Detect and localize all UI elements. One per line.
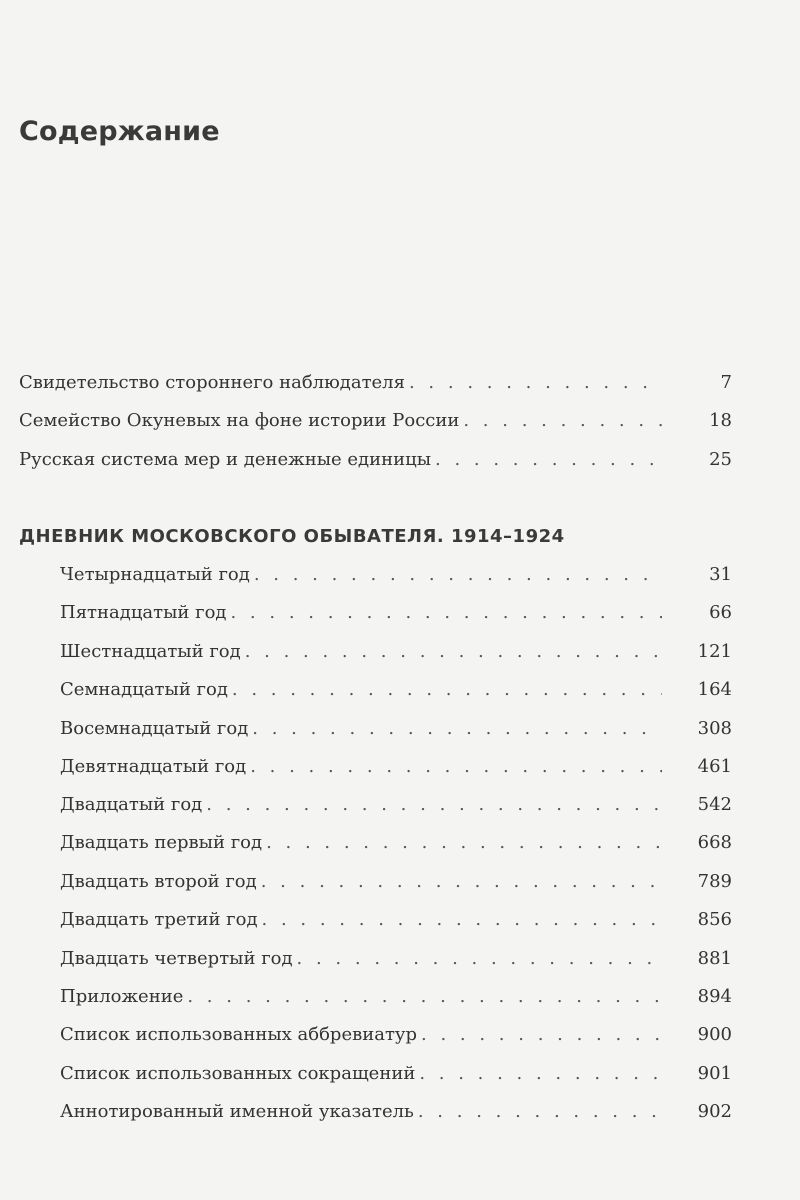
dot-leader bbox=[252, 718, 662, 739]
dot-leader bbox=[266, 832, 662, 853]
toc-entry-label: Список использованных аббревиатур bbox=[60, 1024, 418, 1045]
dot-leader bbox=[297, 948, 662, 969]
toc-entry-page: 121 bbox=[697, 641, 732, 662]
toc-entry-page: 461 bbox=[697, 756, 732, 777]
toc-entry-label: Девятнадцатый год bbox=[60, 756, 247, 777]
toc-entry bbox=[60, 756, 732, 784]
toc-entry-page: 18 bbox=[709, 410, 732, 431]
toc-entry bbox=[60, 1101, 732, 1129]
toc-entry bbox=[19, 372, 732, 400]
toc-entry-label: Семейство Окуневых на фоне истории России bbox=[19, 410, 460, 431]
toc-entry bbox=[60, 679, 732, 707]
toc-entry-label: Свидетельство стороннего наблюдателя bbox=[19, 372, 405, 393]
dot-leader bbox=[250, 756, 662, 777]
toc-entry-page: 894 bbox=[697, 986, 732, 1007]
toc-entry-page: 789 bbox=[697, 871, 732, 892]
toc-entry-page: 542 bbox=[697, 794, 732, 815]
toc-entry-label: Двадцать первый год bbox=[60, 832, 263, 853]
dot-leader bbox=[262, 909, 662, 930]
dot-leader bbox=[230, 602, 662, 623]
toc-entry-page: 308 bbox=[697, 718, 732, 739]
toc-entry-label: Семнадцатый год bbox=[60, 679, 228, 700]
toc-entry bbox=[60, 602, 732, 630]
toc-entry-page: 66 bbox=[709, 602, 732, 623]
dot-leader bbox=[232, 679, 662, 700]
toc-entry-page: 901 bbox=[697, 1063, 732, 1084]
toc-entry bbox=[60, 832, 732, 860]
toc-entry-page: 31 bbox=[709, 564, 732, 585]
toc-entry bbox=[19, 410, 732, 438]
toc-entry-label: Двадцать четвертый год bbox=[60, 948, 293, 969]
dot-leader bbox=[187, 986, 662, 1007]
toc-entry-page: 7 bbox=[720, 372, 732, 393]
toc-entry-page: 881 bbox=[697, 948, 732, 969]
toc-entry bbox=[60, 909, 732, 937]
toc-entry-page: 900 bbox=[697, 1024, 732, 1045]
toc-entry-label: Пятнадцатый год bbox=[60, 602, 227, 623]
dot-leader bbox=[419, 1063, 662, 1084]
toc-entry-label: Двадцать второй год bbox=[60, 871, 257, 892]
toc-entry-label: Восемнадцатый год bbox=[60, 718, 249, 739]
toc-entry bbox=[60, 718, 732, 746]
toc-entry bbox=[60, 871, 732, 899]
toc-entry-label: Двадцатый год bbox=[60, 794, 203, 815]
toc-entry-page: 668 bbox=[697, 832, 732, 853]
toc-entry-label: Шестнадцатый год bbox=[60, 641, 241, 662]
toc-entry bbox=[60, 986, 732, 1014]
toc-entry-page: 164 bbox=[697, 679, 732, 700]
dot-leader bbox=[421, 1024, 662, 1045]
toc-entry bbox=[19, 449, 732, 477]
toc-entry bbox=[60, 641, 732, 669]
toc-entry bbox=[60, 1063, 732, 1091]
toc-entry-label: Четырнадцатый год bbox=[60, 564, 250, 585]
dot-leader bbox=[418, 1101, 662, 1122]
toc-entry-label: Русская система мер и денежные единицы bbox=[19, 449, 432, 470]
section-heading: ДНЕВНИК МОСКОВСКОГО ОБЫВАТЕЛЯ. 1914–1924 bbox=[19, 526, 565, 547]
toc-entry bbox=[60, 794, 732, 822]
toc-entry-label: Аннотированный именной указатель bbox=[60, 1101, 414, 1122]
toc-entry bbox=[60, 1024, 732, 1052]
toc-entry bbox=[60, 948, 732, 976]
toc-entry-page: 25 bbox=[709, 449, 732, 470]
toc-entry-label: Список использованных сокращений bbox=[60, 1063, 416, 1084]
dot-leader bbox=[206, 794, 662, 815]
dot-leader bbox=[245, 641, 662, 662]
toc-entry-page: 856 bbox=[697, 909, 732, 930]
toc-entry-label: Приложение bbox=[60, 986, 184, 1007]
dot-leader bbox=[463, 410, 662, 431]
toc-entry bbox=[60, 564, 732, 592]
toc-entry-page: 902 bbox=[697, 1101, 732, 1122]
toc-entry-label: Двадцать третий год bbox=[60, 909, 258, 930]
dot-leader bbox=[254, 564, 662, 585]
dot-leader bbox=[435, 449, 662, 470]
page-title: Содержание bbox=[19, 116, 220, 147]
dot-leader bbox=[261, 871, 662, 892]
dot-leader bbox=[409, 372, 662, 393]
